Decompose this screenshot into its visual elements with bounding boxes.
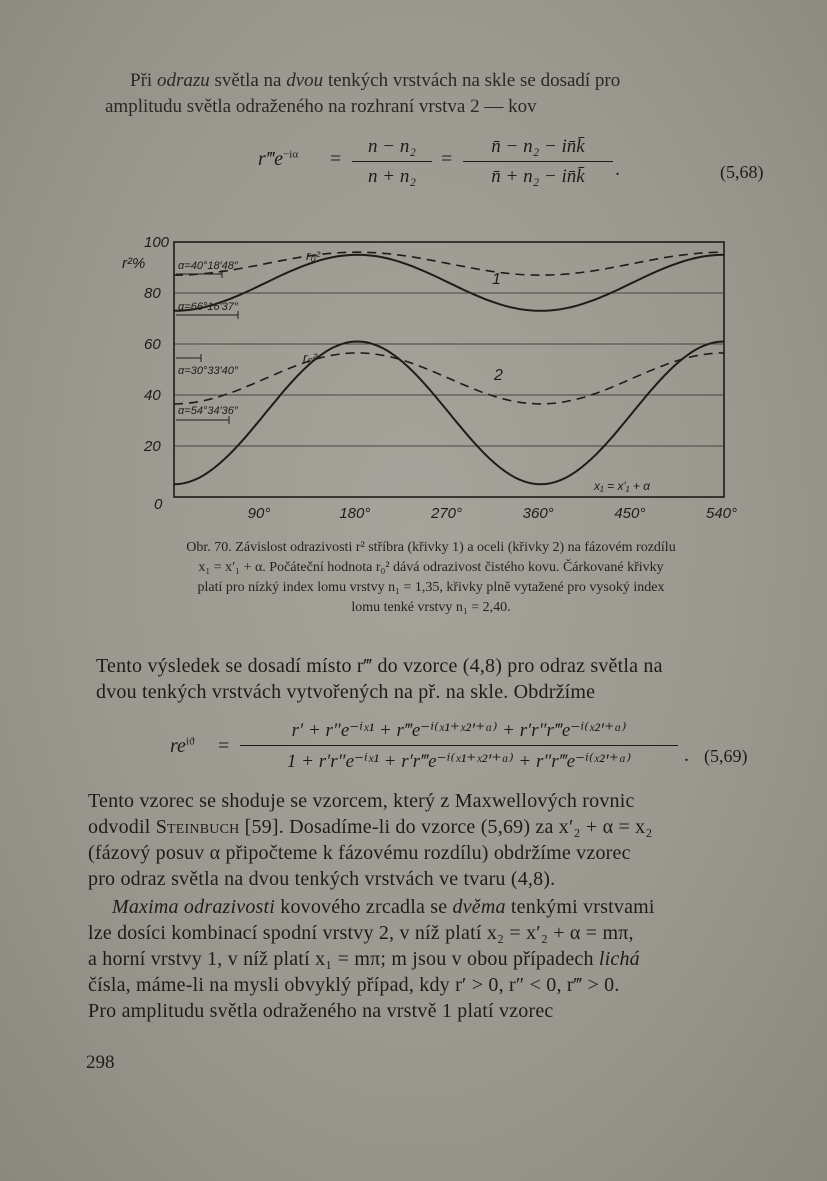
r0-label-1: r₀² (306, 248, 321, 263)
body2-line-3: (fázový posuv α připočteme k fázovému rozdílu) obdržíme vzorec (88, 842, 631, 864)
x-tick-label: 90° (247, 505, 271, 522)
body3-line-2: lze dosíci kombinací spodní vrstvy 2, v níž platí x₂ = x′₂ + α = mπ, (88, 922, 634, 944)
y-tick-label: 0 (154, 496, 163, 513)
curve-1-dashed (174, 252, 724, 275)
y-tick-label: 40 (144, 387, 161, 404)
y-tick-label: 60 (144, 336, 161, 353)
alpha-bracket-3 (176, 354, 201, 362)
annotation-alpha-4: α=54°34′36″ (178, 405, 238, 417)
x-tick-label: 540° (706, 505, 738, 522)
body2-line-4: pro odraz světla na dvou tenkých vrstvách ve tvaru (4,8). (88, 868, 556, 890)
body1-line-1: Tento výsledek se dosadí místo r‴ do vzorce (4,8) pro odraz světla na (96, 655, 663, 677)
r0-label-2: r₀² (303, 350, 318, 365)
page-number: 298 (86, 1052, 115, 1073)
book-page: Při odrazu světla na dvou tenkých vrstvách na skle se dosadí pro amplitudu světla odraženého na rozhraní vrstva 2 — kov $r‴e^{-i\alpha}$ = n − n₂ n + n₂ = n̄ − n₂ − in̄k̄ n̄ + n₂ − in̄k̄ . (5,68) 100 80 60 40 20 0 90° 180° 270° 360° 450° 540° α=40°18′48″ α=66°16′37″ α=30°33′40″ α=54°34′36″ 1 2 r₀² r₀² r²% x₁ = x′₁ + α Obr. 70. Závislost odrazivosti r² stříbra (křivky 1) a oceli (křivky 2) na fázovém rozdílu x₁ = x′₁ + α. Počáteční hodnota r₀² dává odrazivost čistého kovu. Čárkované křivky platí pro nízký index lomu vrstvy n₁ = 1,35, křivky plně vytažené pro vysoký index lomu tenké vrstvy n₁ = 2,40. Tento výsledek se dosadí místo r‴ do vzorce (4,8) pro odraz světla na dvou tenkých vrstvách vytvořených na př. na skle. Obdržíme $re^{iϑ}$ = r′ + r″e⁻ⁱˣ¹ + r‴e⁻ⁱ⁽ˣ¹⁺ˣ²′⁺ᵅ⁾ + r′r″r‴e⁻ⁱ⁽ˣ²′⁺ᵅ⁾ 1 + r′r″e⁻ⁱˣ¹ + r′r‴e⁻ⁱ⁽ˣ¹⁺ˣ²′⁺ᵅ⁾ + r″r‴e⁻ⁱ⁽ˣ²′⁺ᵅ⁾ . (5,69) Tento vzorec se shoduje se vzorcem, který z Maxwellových rovnic odvodil Steinbuch [59]. Dosadíme-li do vzorce (5,69) za x′₂ + α = x₂ (fázový posuv α připočteme k fázovému rozdílu) obdržíme vzorec pro odraz světla na dvou tenkých vrstvách ve tvaru (4,8). Maxima odrazivosti kovového zrcadla se dvěma tenkými vrstvami lze dosíci kombinací spodní vrstvy 2, v níž platí x₂ = x′₂ + α = mπ, a horní vrstvy 1, v níž platí x₁ = mπ; m jsou v obou případech lichá čísla, máme-li na mysli obvyklý případ, kdy r′ > 0, r″ < 0, r‴ > 0. Pro amplitudu světla odraženého na vrstvě 1 platí vzorec 298 (0, 0, 827, 1181)
body1-line-2: dvou tenkých vrstvách vytvořených na př. na skle. Obdržíme (96, 681, 596, 703)
body3-line-4: čísla, máme-li na mysli obvyklý případ, kdy r′ > 0, r″ < 0, r‴ > 0. (88, 974, 620, 996)
x-tick-label: 450° (614, 505, 646, 522)
body2-line-1: Tento vzorec se shoduje se vzorcem, který z Maxwellových rovnic (88, 790, 635, 812)
curve-label-2: 2 (494, 367, 503, 384)
y-tick-label: 100 (144, 234, 170, 251)
curve-2-solid (174, 342, 724, 485)
curve-label-1: 1 (492, 271, 501, 288)
annotation-alpha-2: α=66°16′37″ (178, 301, 238, 313)
y-tick-label: 80 (144, 285, 161, 302)
x-tick-label: 180° (339, 505, 371, 522)
y-tick-label: 20 (144, 438, 161, 455)
intro-line-2: amplitudu světla odraženého na rozhraní vrstva 2 — kov (105, 96, 537, 117)
x-tick-label: 360° (522, 505, 554, 522)
body3-line-5: Pro amplitudu světla odraženého na vrstvě 1 platí vzorec (88, 1000, 554, 1022)
x-tick-label: 270° (431, 505, 463, 522)
annotation-alpha-3: α=30°33′40″ (178, 365, 238, 377)
x-formula-label: x₁ = x′₁ + α (594, 479, 651, 493)
body2-line-2: odvodil Steinbuch [59]. Dosadíme-li do vzorce (5,69) za x′₂ + α = x₂ (88, 816, 653, 838)
y-axis-label: r²% (122, 255, 146, 272)
annotation-alpha-1: α=40°18′48″ (178, 260, 238, 272)
body3-line-1: Maxima odrazivosti kovového zrcadla se dvěma tenkými vrstvami (112, 896, 655, 918)
plot-frame (174, 242, 724, 497)
alpha-bracket-4 (176, 416, 229, 424)
intro-line-1: Při odrazu světla na dvou tenkých vrstvách na skle se dosadí pro (130, 70, 621, 91)
figure-70-chart (122, 222, 758, 532)
body3-line-3: a horní vrstvy 1, v níž platí x₁ = mπ; m jsou v obou případech lichá (88, 948, 640, 970)
curve-2-dashed (174, 353, 724, 404)
